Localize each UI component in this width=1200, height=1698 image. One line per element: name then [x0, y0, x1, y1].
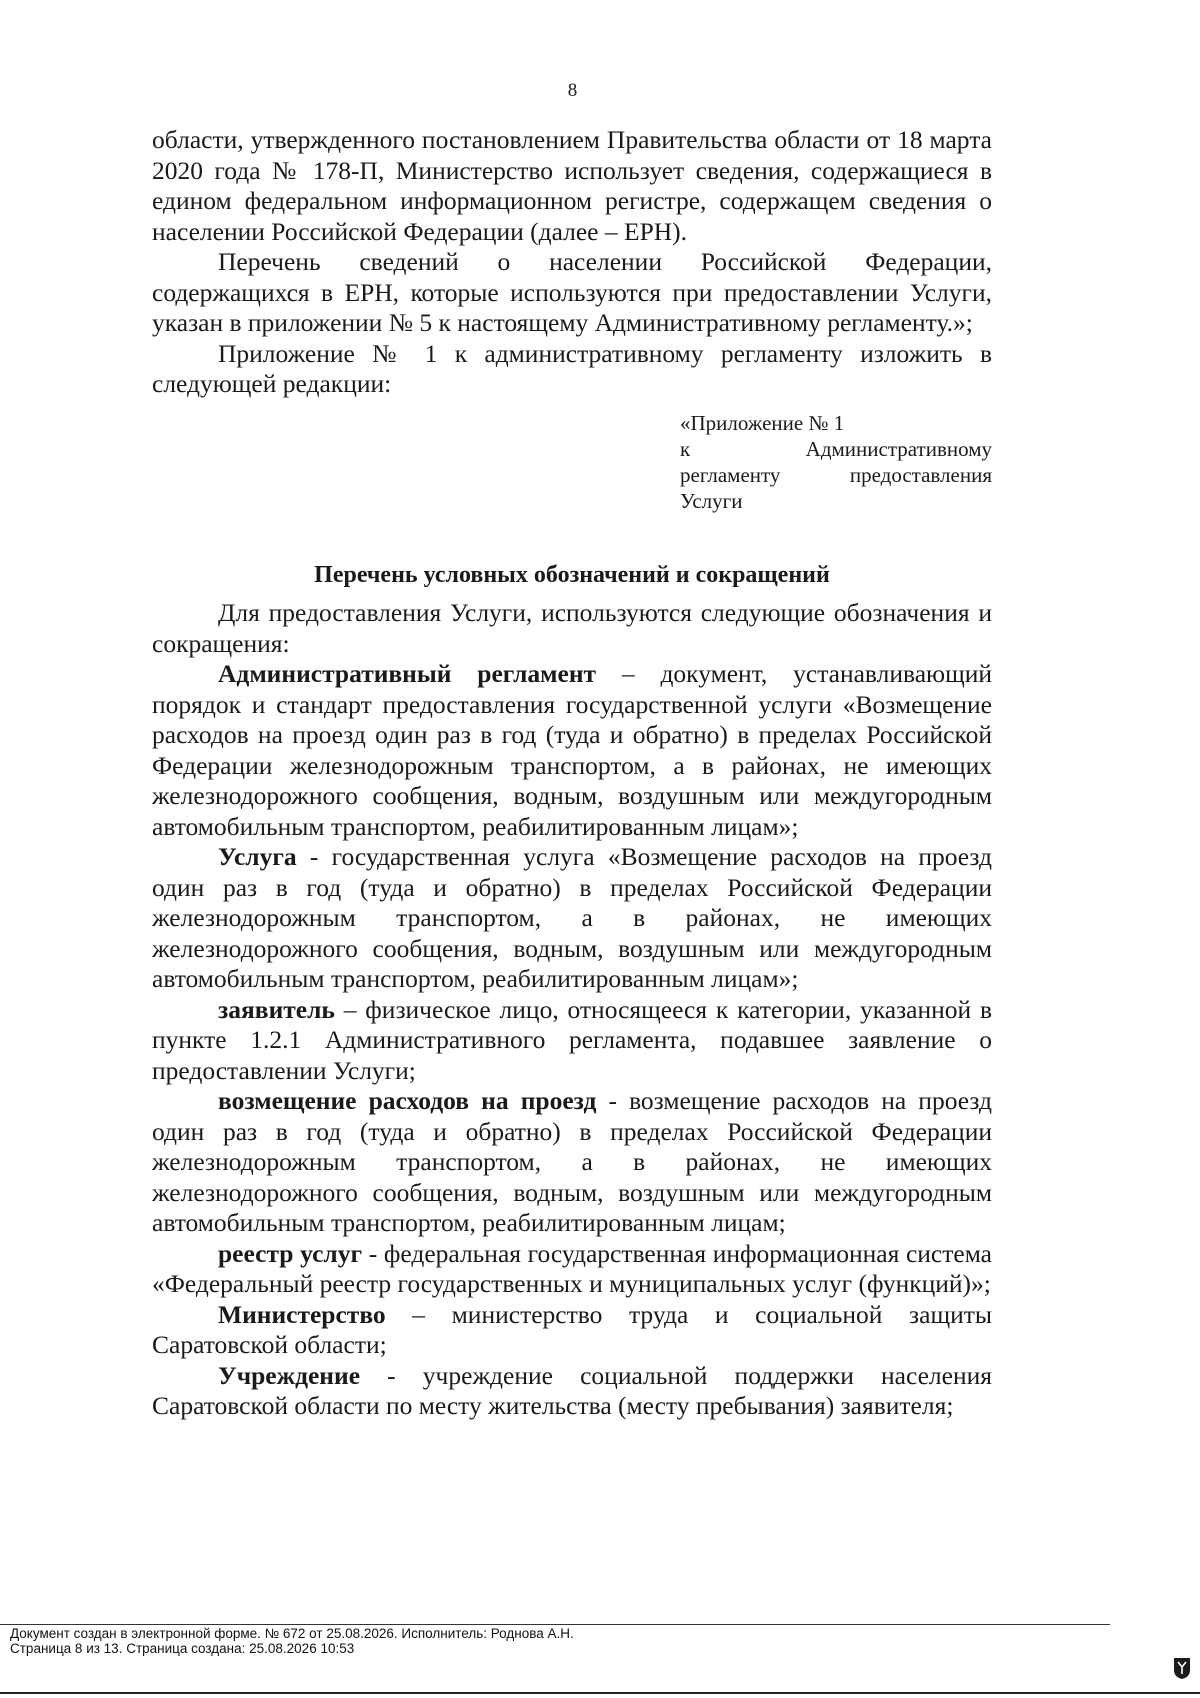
- intro-paragraph-2: Перечень сведений о населении Российской Федерации, содержащихся в ЕРН, которые используются при предоставлении Услуги, указан в приложении № 5 к настоящему Административному регламенту.»;: [152, 247, 992, 337]
- definition-term: возмещение расходов на проезд: [218, 1086, 597, 1115]
- definition-separator: –: [385, 1299, 452, 1329]
- definition-separator: -: [296, 842, 332, 871]
- footer-divider: [0, 1624, 1110, 1625]
- document-body: [152, 125, 992, 1422]
- definition-term: реестр услуг: [218, 1238, 363, 1268]
- appendix-reference: [680, 410, 992, 514]
- page-bottom-border: [0, 1692, 1200, 1694]
- document-footer: [10, 1626, 574, 1656]
- definition-item: [152, 1361, 992, 1422]
- definition-term: Административный регламент: [218, 659, 597, 688]
- definition-text: государственная услуга «Возмещение расходов на проезд один раз в год (туда и обратно) в пределах Российской Федерации железнодорожным транспортом, а в районах, не имеющих железнодорожного сообщения, водным, воздушным или междугородным автомобильным транспортом, реабилитированным лицам»;: [152, 842, 992, 993]
- definition-item: [152, 659, 992, 842]
- appendix-ref-line: «Приложение № 1: [680, 410, 845, 435]
- definition-item: [152, 1086, 992, 1239]
- definition-separator: –: [334, 994, 366, 1024]
- definition-term: Учреждение: [218, 1360, 361, 1390]
- definition-text: федеральная государственная информационная система «Федеральный реестр государственных и муниципальных услуг (функций)»;: [152, 1238, 992, 1298]
- definition-term: Министерство: [218, 1299, 386, 1329]
- definition-text: возмещение расходов на проезд один раз в год (туда и обратно) в пределах Российской Федерации железнодорожным транспортом, а в районах, не имеющих железнодорожного сообщения, водным, воздушным или междугородным автомобильным транспортом, реабилитированным лицам;: [152, 1086, 992, 1237]
- section-title: Перечень условных обозначений и сокращений: [314, 561, 830, 588]
- coat-of-arms-icon: [1172, 1656, 1192, 1680]
- footer-line-1: Документ создан в электронной форме. № 672 от 25.08.2026. Исполнитель: Роднова А.Н.: [10, 1626, 574, 1641]
- definition-text: учреждение социальной поддержки населения Саратовской области по месту жительства (месту пребывания) заявителя;: [152, 1360, 992, 1420]
- definition-item: [152, 842, 992, 995]
- lead-paragraph: Для предоставления Услуги, используются следующие обозначения и сокращения:: [152, 598, 992, 658]
- definition-separator: -: [362, 1238, 384, 1268]
- definition-item: [152, 1300, 992, 1361]
- definition-term: Услуга: [218, 842, 297, 871]
- appendix-ref-line: регламенту предоставления: [680, 462, 992, 487]
- definition-term: заявитель: [218, 994, 335, 1024]
- definition-text: министерство труда и социальной защиты Саратовской области;: [152, 1299, 993, 1359]
- appendix-ref-line: Услуги: [680, 488, 743, 513]
- definition-item: [152, 1239, 992, 1300]
- intro-paragraph-3: Приложение № 1 к административному регламенту изложить в следующей редакции:: [152, 338, 992, 398]
- definition-separator: –: [596, 659, 661, 688]
- definition-separator: -: [596, 1086, 630, 1115]
- intro-paragraph-1: области, утвержденного постановлением Правительства области от 18 марта 2020 года № 178-П, Министерство использует сведения, содержащиеся в едином федеральном информационном регистре, содержащем сведения о населении Российской Федерации (далее – ЕРН).: [152, 125, 992, 246]
- page-number: 8: [567, 80, 578, 101]
- definition-item: [152, 995, 992, 1087]
- definition-separator: -: [360, 1360, 423, 1390]
- appendix-ref-line: к Административному: [680, 436, 992, 461]
- footer-line-2: Страница 8 из 13. Страница создана: 25.08.2026 10:53: [10, 1641, 355, 1656]
- definition-text: физическое лицо, относящееся к категории, указанной в пункте 1.2.1 Административного регламента, подавшее заявление о предоставлении Услуги;: [152, 994, 993, 1085]
- definition-text: документ, устанавливающий порядок и стандарт предоставления государственной услуги «Возмещение расходов на проезд один раз в год (туда и обратно) в пределах Российской Федерации железнодорожным транспортом, а в районах, не имеющих железнодорожного сообщения, водным, воздушным или междугородным автомобильным транспортом, реабилитированным лицам»;: [152, 659, 993, 841]
